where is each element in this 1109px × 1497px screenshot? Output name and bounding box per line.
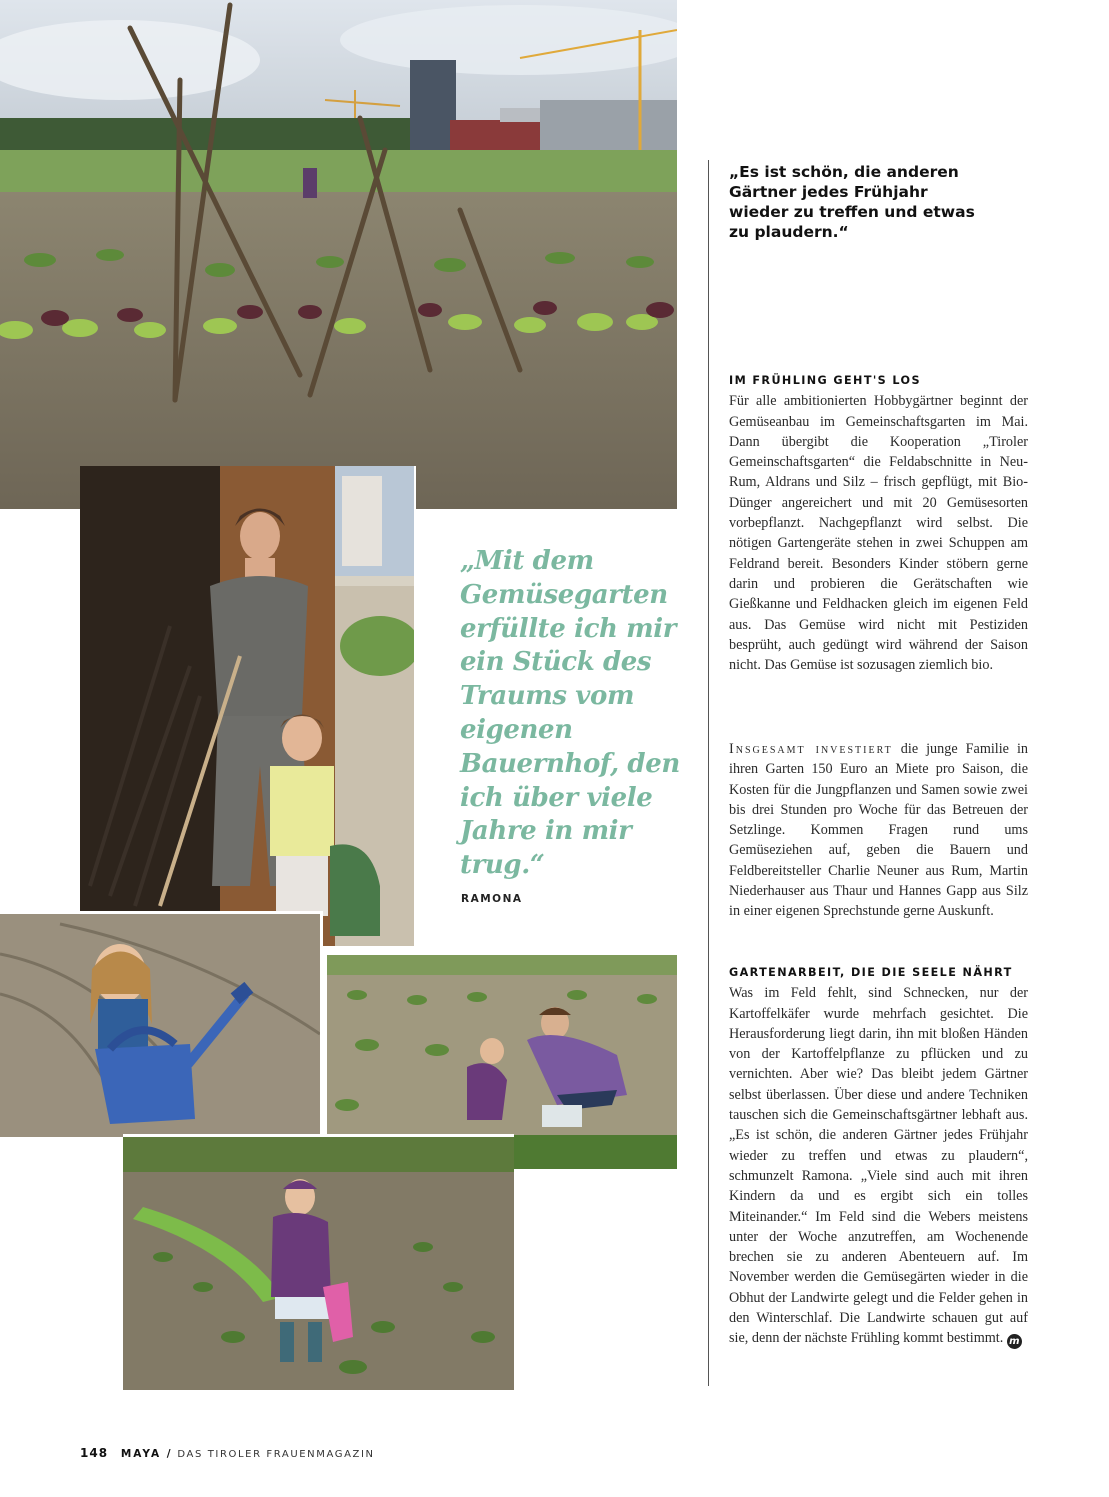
section-1-paragraph: Für alle ambitionierten Hobbygärtner beginnt der Gemüseanbau im Gemeinschaftsgarten im Mai. Dann übergibt die Kooperation „Tiroler Gemeinschaftsgarten“ die Feldabschnitte in Neu-Rum, Aldrans und Silz – frisch gepflügt, mit Bio-Dünger angereichert und mit 20 Gemüsesorten vorbepflanzt. Nachgepflanzt wird selbst. Die nötigen Gartengeräte stehen in zwei Schuppen am Feldrand bereit. Besonders Kinder stöbern gerne darin und probieren die Gerätschaften wie Gießkanne und Feldhacken gleich im eigenen Feld aus. Das Gemüse wird nicht mit Pestiziden besprüht, auch gedüngt wird während der Saison nicht. Das Gemüse ist sozusagen ziemlich bio. [729, 393, 1028, 674]
column-divider [708, 160, 709, 1386]
photo-girl-watering-can [0, 911, 323, 1137]
section-3-heading: GARTENARBEIT, DIE DIE SEELE NÄHRT [729, 966, 1013, 979]
magazine-subtitle: DAS TIROLER FRAUENMAGAZIN [177, 1449, 375, 1460]
photo-garden-field [0, 0, 677, 509]
section-2-lead: Insgesamt investiert [729, 741, 893, 757]
page-footer [80, 1446, 375, 1460]
big-pull-quote-author: RAMONA [461, 893, 523, 905]
section-1-heading: IM FRÜHLING GEHT'S LOS [729, 374, 921, 387]
section-3-paragraph: Was im Feld fehlt, sind Schnecken, nur der Kartoffelkäfer wurde mehrfach gesichtet. Die Herausforderung liegt darin, ihn mit bloßen Händen von der Kartoffelpflanze zu pflücken und zu vernichten. Aber wie? Das bleibt jedem Gärtner selbst überlassen. Über diese und andere Techniken tauschen sich die Gemeinschaftsgärtner lebhaft aus. „Es ist schön, die anderen Gärtner jedes Frühjahr wieder zu treffen und etwas zu plaudern“, schmunzelt Ramona. „Viele sind auch mit ihren Kindern da und es ergibt sich ein tolles Miteinander.“ Im Feld sind die Webers meistens unter der Woche anzutreffen, am Wochenende brechen sie zu anderen Abenteuern auf. Im November werden die Gemüsegärten wieder in die Obhut der Landwirte gelegt und die Felder gehen in den Winterschlaf. Die Landwirte schauen gut auf sie, denn der nächste Frühling kommt bestimmt. [729, 985, 1028, 1347]
section-2 [729, 739, 1028, 922]
photo-girl-in-rows [123, 1134, 514, 1390]
page-number: 148 [80, 1446, 109, 1460]
photo-woman-child-shed [80, 466, 416, 948]
section-3 [729, 963, 1028, 1349]
big-pull-quote: „Mit dem Gemüsegarten erfüllte ich mir ein Stück des Traums vom eigenen Bauernhof, den ich über viele Jahre in mir trug.“ [460, 546, 680, 881]
section-2-paragraph: die junge Familie in ihren Garten 150 Euro an Miete pro Saison, die Kosten für die Jungpflanzen und Samen sowie zwei bis drei Stunden pro Woche für das Betreuen der Setzlinge. Kommen Fragen rund ums Gemüseziehen auf, geben die Bauern und Feldbereitsteller Charlie Neuner aus Rum, Martin Niederhauser aus Thaur und Hannes Gapp aus Silz in einer eigenen Sprechstunde gerne Auskunft. [729, 741, 1029, 920]
pull-quote-small: „Es ist schön, die anderen Gärtner jedes Frühjahr wieder zu treffen und etwas zu plaudern.“ [729, 163, 975, 241]
section-1 [729, 371, 1028, 675]
magazine-name: MAYA / [120, 1448, 173, 1460]
maya-end-mark-icon: m [1007, 1334, 1022, 1349]
